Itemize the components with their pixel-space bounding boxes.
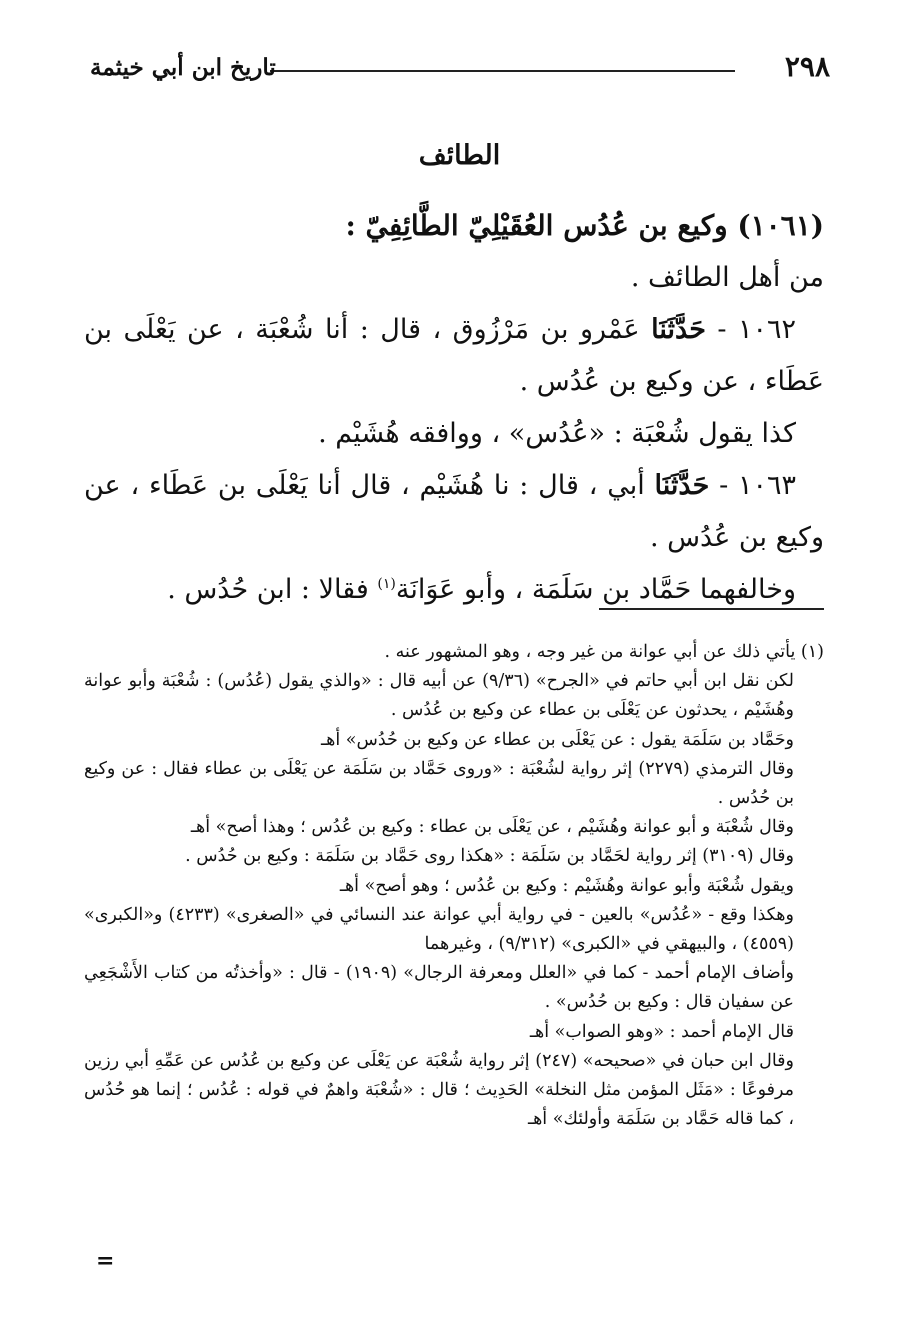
footnote-separator [599,608,824,610]
hadith-1063-text: أبي ، قال : نا هُشَيْم ، قال أنا يَعْلَى بن عَطَاء ، عن وكيع بن عُدُس . [84,470,824,553]
footnote-paragraph: وقال الترمذي (٢٢٧٩) إثر رواية لشُعْبَة : «وروى حَمَّاد بن سَلَمَة عن يَعْلَى بن عطاء فقال : عن وكيع بن حُدُس . [84,758,794,809]
hadith-1062-text: عَمْرو بن مَرْزُوق ، قال : أنا شُعْبَة ، عن يَعْلَى بن عَطَاء ، عن وكيع بن عُدُس . [84,314,824,397]
hadith-1062-number: ١٠٦٢ - [717,314,796,345]
footnote-paragraph: ويقول شُعْبَة وأبو عوانة وهُشَيْم : وكيع بن عُدُس ؛ وهو أصح» أهـ [339,875,794,896]
hadith-1062 [84,304,824,408]
main-text [84,200,824,616]
footnote-paragraph: قال الإمام أحمد : «وهو الصواب» أهـ [529,1021,794,1042]
entry-heading: (١٠٦١) وكيع بن عُدُس العُقَيْلِيّ الطَّائِفِيّ : [345,209,824,242]
book-title: تاريخ ابن أبي خيثمة [90,54,276,81]
footnote-paragraph: (١) يأتي ذلك عن أبي عوانة من غير وجه ، وهو المشهور عنه . [384,642,824,662]
continued-mark: = [96,1248,115,1274]
section-title: الطائف [418,140,501,171]
note-2-after: فقالا : ابن حُدُس . [167,574,369,605]
hadith-1063-opener: حَدَّثَنَا [654,470,710,501]
footnote-paragraph: وقال ابن حبان في «صحيحه» (٢٤٧) إثر رواية شُعْبَة عن يَعْلَى عن وكيع بن عُدُس عن عَمِّهِ أبي رزين مرفوعًا : «مَثَل المؤمن مثل النخلة» الحَدِيث ؛ قال : «شُعْبَة واهمٌ في قوله : عُدُس ؛ إنما هو حُدُس ، كما قاله حَمَّاد بن سَلَمَة وأولئك» أهـ [84,1050,794,1130]
hadith-1063 [84,460,824,564]
header-rule [270,70,735,72]
footnote-paragraph: وقال شُعْبَة و أبو عوانة وهُشَيْم ، عن يَعْلَى بن عطاء : وكيع بن عُدُس ؛ وهذا أصح» أهـ [190,817,794,838]
hadith-1062-opener: حَدَّثَنَا [651,314,706,345]
footnote-reference: (١) [377,576,396,592]
page-header [90,50,830,94]
entry-origin: من أهل الطائف . [630,262,824,293]
footnote-paragraph: وهكذا وقع - «عُدُس» بالعين - في رواية أبي عوانة عند النسائي في «الصغرى» (٤٢٣٣) و«الكبرى» (٤٥٥٩) ، والبيهقي في «الكبرى» (٩/٣١٢) ، وغيرهما [84,904,794,955]
page-number: ٢٩٨ [784,50,830,83]
footnote-paragraph: لكن نقل ابن أبي حاتم في «الجرح» (٩/٣٦) عن أبيه قال : «والذي يقول (عُدُس) : شُعْبَة وأبو عوانة وهُشَيْم ، يحدثون عن يَعْلَى بن عطاء عن وكيع بن عُدُس . [84,671,794,721]
note-1: كذا يقول شُعْبَة : «عُدُس» ، ووافقه هُشَيْم . [318,418,796,449]
footnotes [84,638,824,1134]
footnote-paragraph: وحَمَّاد بن سَلَمَة يقول : عن يَعْلَى بن عطاء عن وكيع بن حُدُس» أهـ [321,729,794,750]
hadith-1063-number: ١٠٦٣ - [719,470,796,501]
note-2-before: وخالفهما حَمَّاد بن سَلَمَة ، وأبو عَوَانَة [395,574,796,605]
footnote-paragraph: وأضاف الإمام أحمد - كما في «العلل ومعرفة الرجال» (١٩٠٩) - قال : «وأخذتُه من كتاب الأَشْجَعِي عن سفيان قال : وكيع بن حُدُس» . [84,963,795,1013]
footnote-paragraph: وقال (٣١٠٩) إثر رواية لحَمَّاد بن سَلَمَة : «هكذا روى حَمَّاد بن سَلَمَة : وكيع بن حُدُس . [185,846,794,867]
